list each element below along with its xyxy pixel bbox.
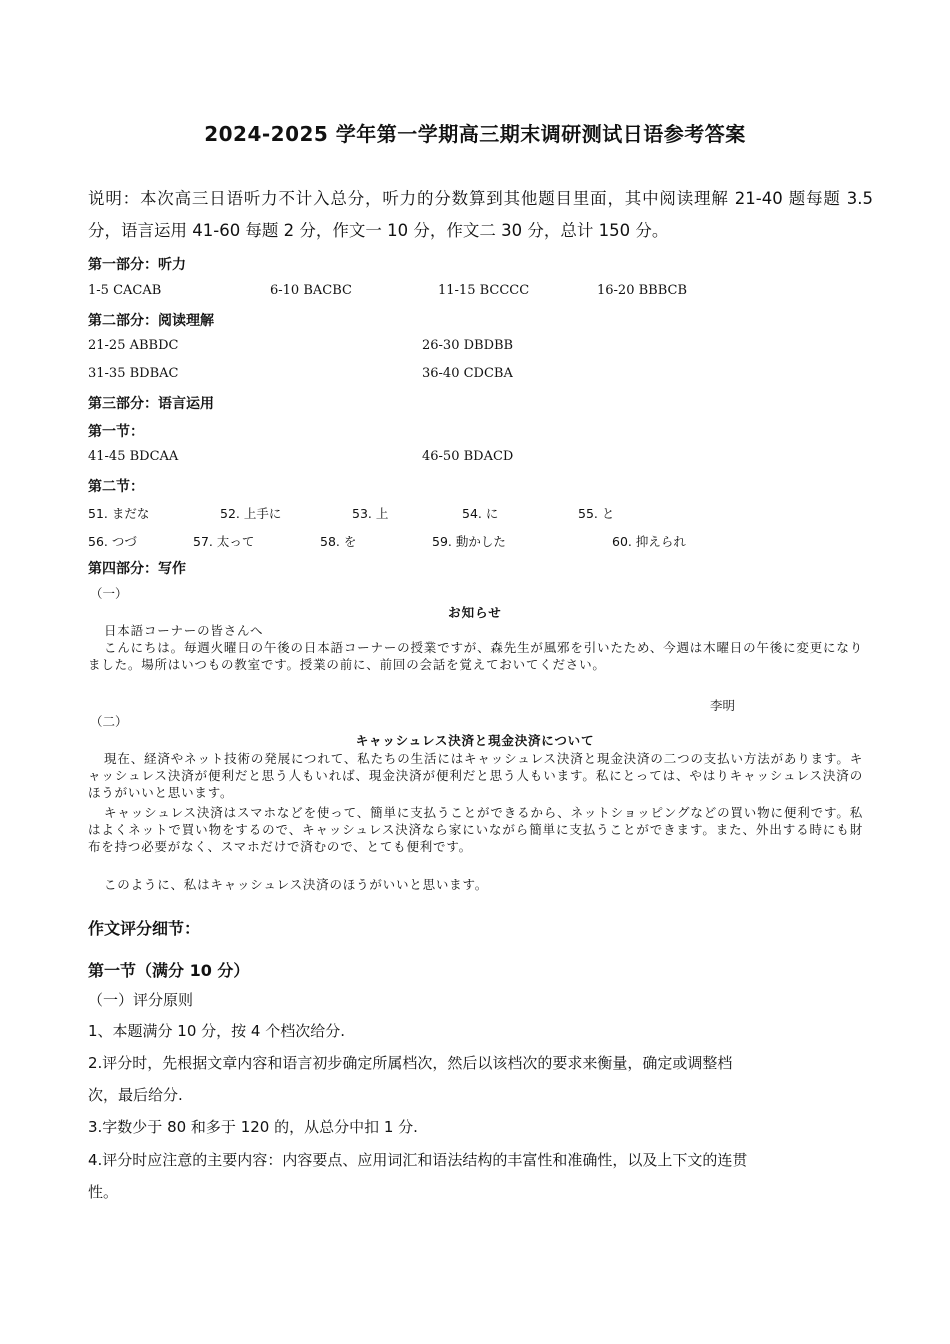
- grading-rule: 3.字数少于 80 和多于 120 的，从总分中扣 1 分.: [88, 1118, 418, 1136]
- answer-item: 56. つづ: [88, 534, 137, 549]
- answer-group: 46-50 BDACD: [422, 449, 514, 464]
- answer-group: 41-45 BDCAA: [88, 449, 179, 464]
- essay2-paragraph: このように、私はキャッシュレス決済のほうがいいと思います。: [104, 877, 489, 892]
- grading-rule: 性。: [88, 1183, 119, 1201]
- answer-group: 31-35 BDBAC: [88, 366, 179, 381]
- grading-rule: 2.评分时，先根据文章内容和语言初步确定所属档次，然后以该档次的要求来衡量，确定或调整档: [88, 1054, 733, 1072]
- answer-item: 58. を: [320, 534, 357, 549]
- answer-group: 16-20 BBBCB: [597, 283, 688, 298]
- grading-rule: 4.评分时应注意的主要内容：内容要点、应用词汇和语法结构的丰富性和准确性，以及上下文的连贯: [88, 1151, 748, 1169]
- answer-group: 6-10 BACBC: [270, 283, 352, 298]
- part3-heading: 第三部分：语言运用: [88, 396, 214, 412]
- grading-heading: 作文评分细节：: [88, 919, 201, 938]
- grading-rule: 1、本题满分 10 分，按 4 个档次给分.: [88, 1022, 346, 1040]
- part2-heading: 第二部分：阅读理解: [88, 313, 214, 329]
- answer-item: 52. 上手に: [220, 506, 282, 521]
- answer-item: 53. 上: [352, 506, 389, 521]
- scoring-note: 说明：本次高三日语听力不计入总分，听力的分数算到其他题目里面，其中阅读理解 21-40 题每题 3.5 分，语言运用 41-60 每题 2 分，作文一 10 分，作文二 30 分，总计 150 分。: [88, 189, 873, 240]
- answer-group: 1-5 CACAB: [88, 283, 162, 298]
- answer-group: 36-40 CDCBA: [422, 366, 513, 381]
- page-title: 2024-2025 学年第一学期高三期末调研测试日语参考答案: [204, 122, 746, 146]
- answer-group: 26-30 DBDBB: [422, 338, 514, 353]
- part4-heading: 第四部分：写作: [88, 561, 186, 577]
- answer-group: 11-15 BCCCC: [438, 283, 530, 298]
- grading-section-title: 第一节（满分 10 分）: [88, 961, 250, 980]
- essay1-signature: 李明: [710, 698, 736, 713]
- section2-label: 第二节：: [88, 479, 144, 495]
- answer-item: 60. 抑えられ: [612, 534, 686, 549]
- answer-item: 51. まだな: [88, 506, 150, 521]
- essay1-salutation: 日本語コーナーの皆さんへ: [104, 623, 264, 638]
- answer-group: 21-25 ABBDC: [88, 338, 179, 353]
- essay1-body: こんにちは。毎週火曜日の午後の日本語コーナーの授業ですが、森先生が風邪を引いたため、今週は木曜日の午後に変更になりました。場所はいつもの教室です。授業の前に、前回の会話を覚えておいてください。: [88, 640, 863, 672]
- essay2-label: （二）: [90, 714, 128, 729]
- essay1-label: （一）: [90, 586, 128, 601]
- grading-principle-label: （一）评分原则: [88, 991, 194, 1009]
- grading-rule: 次，最后给分.: [88, 1086, 183, 1104]
- essay2-paragraph: キャッシュレス決済はスマホなどを使って、簡単に支払うことができるから、ネットショッピングなどの買い物に便利です。私はよくネットで買い物をするので、キャッシュレス決済なら家にいながら簡単に支払うことができます。また、外出する時にも財布を持つ必要がなく、スマホだけで済むので、とても便利です。: [88, 805, 863, 854]
- part1-heading: 第一部分：听力: [88, 257, 186, 273]
- section1-label: 第一节：: [88, 424, 144, 440]
- essay2-paragraph: 現在、経済やネット技術の発展につれて、私たちの生活にはキャッシュレス決済と現金決済の二つの支払い方法があります。キャッシュレス決済が便利だと思う人もいれば、現金決済が便利だと思う人もいます。私にとっては、やはりキャッシュレス決済のほうがいいと思います。: [88, 751, 863, 800]
- essay2-title: キャッシュレス決済と現金決済について: [355, 733, 595, 748]
- answer-item: 57. 太って: [193, 534, 255, 549]
- answer-item: 54. に: [462, 506, 499, 521]
- answer-item: 55. と: [578, 506, 615, 521]
- essay1-title: お知らせ: [448, 605, 502, 620]
- answer-item: 59. 動かした: [432, 534, 506, 549]
